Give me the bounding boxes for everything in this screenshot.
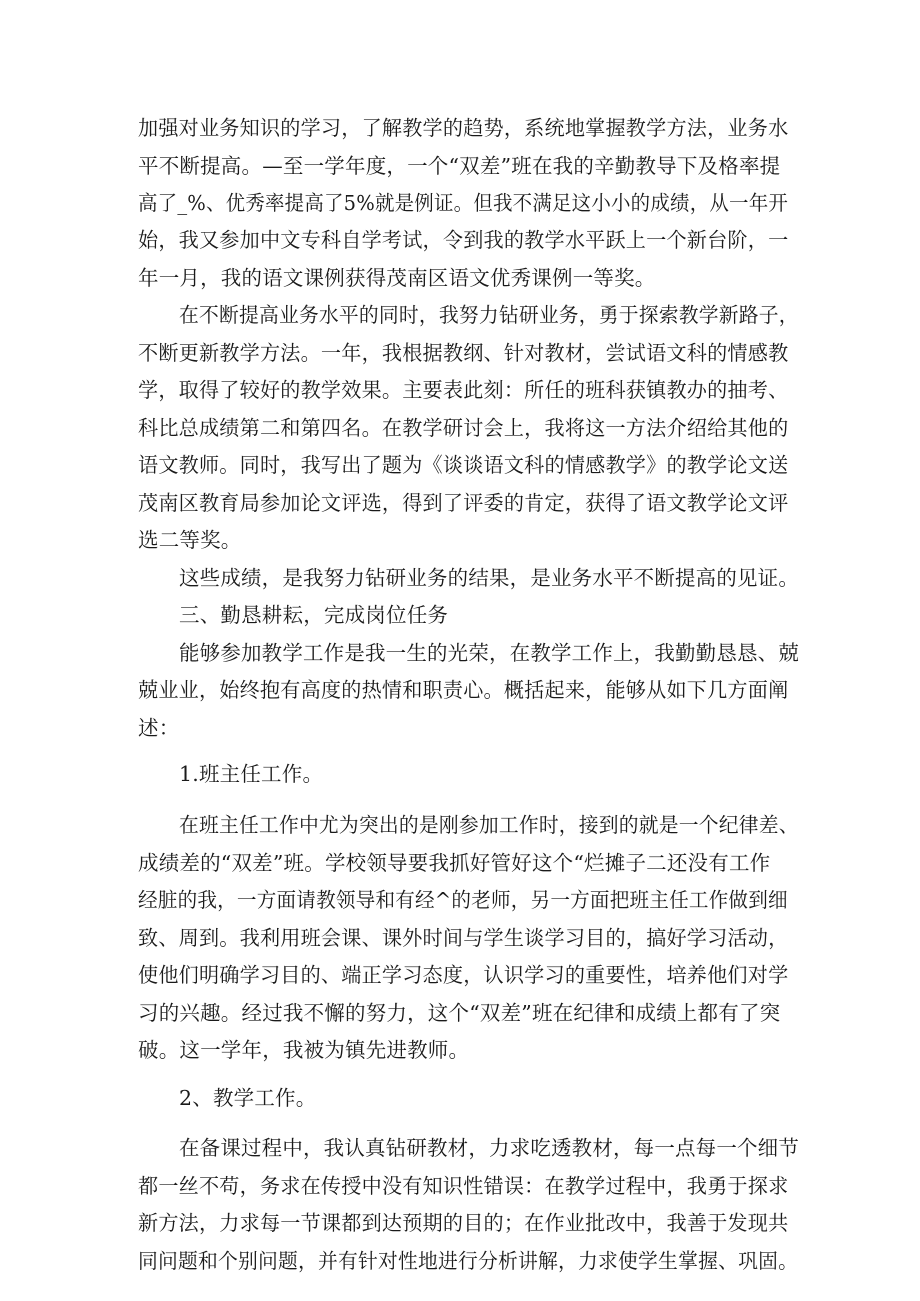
paragraph-line: 致、周到。我利用班会课、课外时间与学生谈学习目的，搞好学习活动， — [138, 926, 789, 950]
paragraph-line: 新方法，力求每一节课都到达预期的目的；在作业批改中，我善于发现共 — [138, 1211, 789, 1235]
paragraph-line: 兢业业，始终抱有高度的热情和职责心。概括起来，能够从如下几方面阐 — [138, 678, 789, 702]
paragraph-line: 科比总成绩第二和第四名。在教学研讨会上，我将这一方法介绍给其他的 — [138, 416, 789, 440]
section-heading: 三、勤恳耕耘，完成岗位任务 — [179, 603, 449, 627]
paragraph-line: 茂南区教育局参加论文评选，得到了评委的肯定，获得了语文教学论文评 — [138, 491, 789, 515]
paragraph-line: 语文教师。同时，我写出了题为《谈谈语文科的情感教学》的教学论文送 — [138, 453, 789, 477]
paragraph-line: 使他们明确学习目的、端正学习态度，认识学习的重要性，培养他们对学 — [138, 963, 789, 987]
paragraph-line: 经脏的我，一方面请教领导和有经^的老师，另一方面把班主任工作做到细 — [138, 888, 788, 912]
paragraph-line: 高了_%、优秀率提高了5%就是例证。但我不满足这小小的成绩，从一年开 — [138, 191, 789, 215]
paragraph-line: 在不断提高业务水平的同时，我努力钻研业务，勇于探索教学新路子， — [179, 303, 799, 327]
paragraph-line: 述： — [138, 716, 180, 740]
paragraph-line: 成绩差的“双差”班。学校领导要我抓好管好这个“烂摊子二还没有工作 — [138, 851, 771, 875]
subsection-heading: 1.班主任工作。 — [179, 762, 324, 786]
paragraph-line: 同问题和个别问题，并有针对性地进行分析讲解，力求使学生掌握、巩固。 — [138, 1249, 799, 1273]
paragraph-line: 年一月，我的语文课例获得茂南区语文优秀课例一等奖。 — [138, 266, 656, 290]
paragraph-line: 不断更新教学方法。一年，我根据教纲、针对教材，尝试语文科的情感教 — [138, 341, 789, 365]
paragraph-line: 破。这一学年，我被为镇先进教师。 — [138, 1038, 470, 1062]
paragraph-line: 平不断提高。—至一学年度，一个“双差”班在我的辛勤教导下及格率提 — [138, 154, 781, 178]
paragraph-line: 在班主任工作中尤为突出的是刚参加工作时，接到的就是一个纪律差、 — [179, 813, 799, 837]
paragraph-line: 都一丝不苟，务求在传授中没有知识性错误：在教学过程中，我勇于探求 — [138, 1174, 789, 1198]
paragraph-line: 加强对业务知识的学习，了解教学的趋势，系统地掌握教学方法，业务水 — [138, 116, 789, 140]
paragraph-line: 习的兴趣。经过我不懈的努力，这个“双差”班在纪律和成绩上都有了突 — [138, 1001, 781, 1025]
paragraph-line: 这些成绩，是我努力钻研业务的结果，是业务水平不断提高的见证。 — [179, 566, 800, 590]
paragraph-line: 始，我又参加中文专科自学考试，令到我的教学水平跃上一个新台阶，一 — [138, 228, 789, 252]
subsection-heading: 2、教学工作。 — [179, 1086, 317, 1110]
paragraph-line: 能够参加教学工作是我一生的光荣，在教学工作上，我勤勤恳恳、兢 — [179, 641, 800, 665]
paragraph-line: 选二等奖。 — [138, 528, 242, 552]
paragraph-line: 在备课过程中，我认真钻研教材，力求吃透教材，每一点每一个细节 — [179, 1136, 800, 1160]
paragraph-line: 学，取得了较好的教学效果。主要表此刻：所任的班科获镇教办的抽考、 — [138, 378, 789, 402]
